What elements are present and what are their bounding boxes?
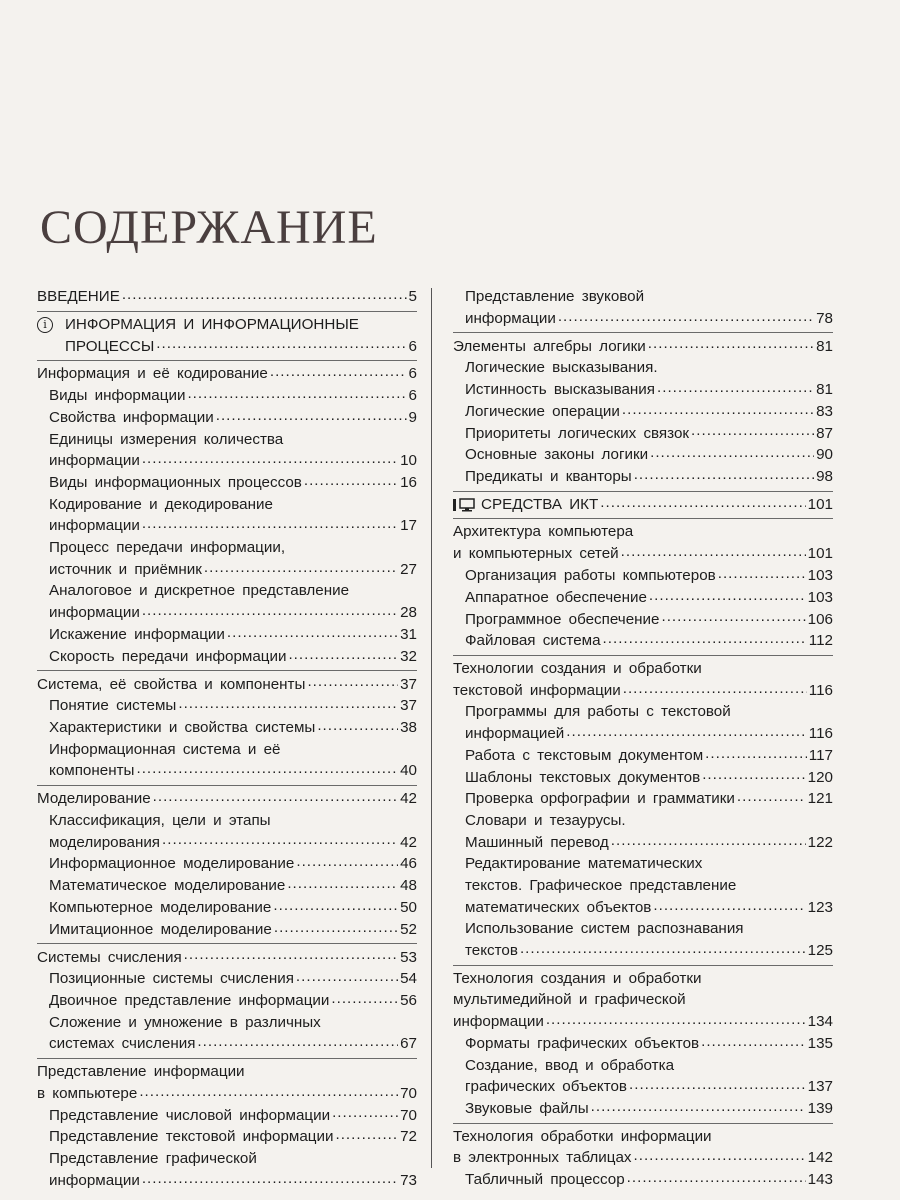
toc-page-number: 90 xyxy=(816,446,833,464)
toc-entry-title: ИНФОРМАЦИЯ И ИНФОРМАЦИОННЫЕ xyxy=(65,315,359,333)
toc-page-number: 78 xyxy=(816,309,833,327)
toc-entry-title: источник и приёмник xyxy=(49,560,202,578)
toc-leader-dots xyxy=(296,968,398,983)
toc-subentry xyxy=(37,990,417,1012)
toc-entry-title: информацией xyxy=(465,725,565,743)
toc-entry-title: Понятие системы xyxy=(49,697,177,715)
toc-entry-title: информации xyxy=(465,309,556,327)
toc-subentry xyxy=(37,580,417,602)
toc-page-number: 134 xyxy=(807,1013,833,1031)
toc-entry xyxy=(37,1083,417,1105)
toc-entry-title: Предикаты и кванторы xyxy=(465,468,632,486)
toc-entry-title: Машинный перевод xyxy=(465,833,609,851)
toc-entry-title: Представление графической xyxy=(49,1150,257,1167)
toc-subentry xyxy=(37,717,417,739)
toc-subentry xyxy=(37,760,417,782)
toc-subentry xyxy=(453,701,833,723)
toc-leader-dots xyxy=(142,515,398,530)
toc-entry-title: Использование систем распознавания xyxy=(465,920,744,938)
toc-entry-title: Элементы алгебры логики xyxy=(453,337,646,355)
toc-leader-dots xyxy=(611,832,806,847)
toc-entry xyxy=(37,673,417,695)
toc-subentry xyxy=(453,308,833,330)
toc-leader-dots xyxy=(156,335,406,350)
toc-leader-dots xyxy=(657,379,814,394)
toc-page-number: 142 xyxy=(807,1149,833,1167)
toc-entry-title: информации xyxy=(49,517,140,535)
toc-entry-title: Классификация, цели и этапы xyxy=(49,811,271,829)
toc-subentry xyxy=(453,1033,833,1055)
toc-leader-dots xyxy=(184,946,398,961)
toc-page-number: 5 xyxy=(408,288,417,306)
toc-entry-title: Представление информации xyxy=(37,1063,245,1081)
toc-subentry xyxy=(453,1076,833,1098)
toc-subentry xyxy=(453,587,833,609)
toc-subentry xyxy=(453,832,833,854)
toc-page-number: 42 xyxy=(400,833,417,851)
toc-entry xyxy=(453,658,833,680)
toc-subentry xyxy=(37,429,417,451)
toc-subentry xyxy=(453,766,833,788)
toc-page-number: 50 xyxy=(400,898,417,916)
toc-leader-dots xyxy=(142,602,398,617)
toc-page-number: 46 xyxy=(400,855,417,873)
toc-entry-title: Представление числовой информации xyxy=(49,1106,331,1124)
toc-page-number: 117 xyxy=(808,746,833,764)
toc-entry xyxy=(453,1011,833,1033)
toc-subentry xyxy=(453,401,833,423)
toc-entry-title: Программы для работы с текстовой xyxy=(465,703,731,721)
toc-leader-dots xyxy=(304,472,398,487)
toc-page-number: 103 xyxy=(807,588,833,606)
toc-group xyxy=(37,311,417,357)
toc-leader-dots xyxy=(153,788,398,803)
toc-leader-dots xyxy=(142,1170,398,1185)
toc-entry-title: Звуковые файлы xyxy=(465,1100,589,1118)
toc-subentry xyxy=(37,919,417,941)
toc-entry-title: в компьютере xyxy=(37,1084,138,1102)
toc-entry xyxy=(37,788,417,810)
toc-entry-title: Двоичное представление информации xyxy=(49,992,330,1010)
toc-entry-title: Шаблоны текстовых документов xyxy=(465,768,701,786)
toc-entry-title: Позиционные системы счисления xyxy=(49,970,294,988)
toc-entry-title: Информационное моделирование xyxy=(49,855,295,873)
toc-entry-title: Моделирование xyxy=(37,790,151,808)
toc-entry-title: Программное обеспечение xyxy=(465,610,660,628)
toc-leader-dots xyxy=(566,723,807,738)
toc-leader-dots xyxy=(178,695,398,710)
toc-subentry xyxy=(37,1148,417,1170)
toc-page-number: 48 xyxy=(400,877,417,895)
toc-page-number: 116 xyxy=(808,681,833,699)
toc-entry-title: Архитектура компьютера xyxy=(453,523,634,541)
toc-leader-dots xyxy=(600,494,805,509)
toc-subentry xyxy=(37,624,417,646)
toc-group xyxy=(37,785,417,940)
toc-page-number: 72 xyxy=(400,1128,417,1146)
toc-page-number: 137 xyxy=(807,1078,833,1096)
toc-group xyxy=(453,332,833,487)
toc-entry-title: Информационная система и её xyxy=(49,740,281,758)
toc-leader-dots xyxy=(142,450,398,465)
toc-group xyxy=(37,360,417,667)
toc-subentry xyxy=(37,739,417,761)
toc-page-number: 54 xyxy=(400,970,417,988)
toc-entry-title: Виды информации xyxy=(49,387,186,405)
toc-group xyxy=(453,965,833,1120)
toc-entry-title: Представление звуковой xyxy=(465,288,645,305)
toc-subentry xyxy=(453,286,833,308)
toc-page-number: 6 xyxy=(408,387,417,405)
toc-subentry xyxy=(453,379,833,401)
toc-entry-title: Математическое моделирование xyxy=(49,877,286,895)
toc-page-number: 32 xyxy=(400,647,417,665)
toc-page-number: 116 xyxy=(808,725,833,743)
toc-page-number: 120 xyxy=(807,768,833,786)
toc-entry-title: Аппаратное обеспечение xyxy=(465,588,647,606)
toc-page-number: 101 xyxy=(807,545,833,563)
toc-subentry xyxy=(37,875,417,897)
toc-leader-dots xyxy=(603,630,807,645)
toc-subentry xyxy=(453,1055,833,1077)
toc-leader-dots xyxy=(332,1104,398,1119)
toc-leader-dots xyxy=(629,1076,806,1091)
toc-leader-dots xyxy=(621,543,806,558)
toc-entry-title: Сложение и умножение в различных xyxy=(49,1013,321,1031)
toc-leader-dots xyxy=(520,940,806,955)
toc-right-column xyxy=(453,284,833,1191)
toc-subentry xyxy=(37,695,417,717)
toc-page-number: 81 xyxy=(816,380,833,398)
toc-entry-title: информации xyxy=(49,1171,140,1189)
toc-leader-dots xyxy=(634,1147,806,1162)
page-title: СОДЕРЖАНИЕ xyxy=(40,201,378,254)
toc-group xyxy=(453,491,833,516)
toc-leader-dots xyxy=(136,760,398,775)
toc-entry-title: Работа с текстовым документом xyxy=(465,746,704,764)
toc-entry xyxy=(453,989,833,1011)
toc-leader-dots xyxy=(227,624,398,639)
toc-entry-title: Технологии создания и обработки xyxy=(453,659,702,677)
toc-group xyxy=(453,1123,833,1191)
toc-page-number: 17 xyxy=(400,517,417,535)
toc-entry-title: Кодирование и декодирование xyxy=(49,495,273,513)
toc-leader-dots xyxy=(204,559,398,574)
toc-leader-dots xyxy=(737,788,806,803)
toc-entry-title: системах счисления xyxy=(49,1035,196,1053)
toc-page-number: 125 xyxy=(807,942,833,960)
toc-entry-title: Проверка орфографии и грамматики xyxy=(465,790,735,808)
toc-entry-title: Технология обработки информации xyxy=(453,1127,712,1145)
toc-subentry xyxy=(453,810,833,832)
toc-page-number: 101 xyxy=(807,495,833,513)
toc-entry-title: СРЕДСТВА ИКТ xyxy=(481,495,599,513)
toc-subentry xyxy=(37,897,417,919)
toc-subentry xyxy=(453,630,833,652)
toc-leader-dots xyxy=(650,444,814,459)
toc-leader-dots xyxy=(649,587,806,602)
toc-subentry xyxy=(453,608,833,630)
toc-entry-title: Редактирование математических xyxy=(465,855,703,873)
toc-page-number: 135 xyxy=(807,1034,833,1052)
toc-entry-title: Технология создания и обработки xyxy=(453,969,702,987)
toc-leader-dots xyxy=(270,363,407,378)
toc-entry-title: Истинность высказывания xyxy=(465,380,656,398)
toc-leader-dots xyxy=(331,990,398,1005)
toc-subentry xyxy=(37,515,417,537)
toc-group xyxy=(37,1058,417,1191)
toc-entry xyxy=(453,968,833,990)
toc-leader-dots xyxy=(691,422,814,437)
toc-page-number: 6 xyxy=(408,365,417,383)
toc-leader-dots xyxy=(648,335,814,350)
toc-subentry xyxy=(37,450,417,472)
toc-page-number: 81 xyxy=(816,337,833,355)
toc-leader-dots xyxy=(122,286,407,301)
toc-entry-title: Логические операции xyxy=(465,402,620,420)
toc-leader-dots xyxy=(591,1098,806,1113)
toc-leader-dots xyxy=(546,1011,806,1026)
toc-entry-title: Компьютерное моделирование xyxy=(49,898,272,916)
toc-leader-dots xyxy=(197,1033,398,1048)
toc-page-number: 139 xyxy=(807,1100,833,1118)
toc-entry-title: в электронных таблицах xyxy=(453,1149,632,1167)
toc-page-number: 53 xyxy=(400,948,417,966)
toc-subentry xyxy=(453,853,833,875)
toc-entry xyxy=(37,946,417,968)
toc-subentry xyxy=(37,968,417,990)
toc-subentry xyxy=(37,810,417,832)
toc-entry-title: Представление текстовой информации xyxy=(49,1128,334,1146)
toc-entry xyxy=(453,543,833,565)
toc-subentry xyxy=(37,1126,417,1148)
toc-entry-title: Приоритеты логических связок xyxy=(465,424,690,442)
toc-leader-dots xyxy=(187,385,406,400)
toc-subentry xyxy=(453,875,833,897)
toc-leader-dots xyxy=(702,766,805,781)
toc-entry-title: Скорость передачи информации xyxy=(49,647,287,665)
toc-subentry xyxy=(453,788,833,810)
toc-entry-title: Организация работы компьютеров xyxy=(465,567,716,584)
toc-page-number: 56 xyxy=(400,992,417,1010)
toc-leader-dots xyxy=(701,1033,806,1048)
toc-entry-title: и компьютерных сетей xyxy=(453,545,619,563)
toc-entry-title: Свойства информации xyxy=(49,408,214,426)
toc-entry-title: графических объектов xyxy=(465,1078,628,1096)
toc-group xyxy=(37,670,417,782)
toc-leader-dots xyxy=(661,608,805,623)
toc-entry-title: Система, её свойства и компоненты xyxy=(37,675,306,693)
toc-entry-title: Характеристики и свойства системы xyxy=(49,719,316,737)
toc-entry xyxy=(453,680,833,702)
toc-page-number: 83 xyxy=(816,402,833,420)
toc-subentry xyxy=(453,918,833,940)
toc-leader-dots xyxy=(317,717,398,732)
toc-page-number: 28 xyxy=(400,604,417,622)
toc-page-number: 6 xyxy=(408,337,417,355)
toc-subentry xyxy=(37,472,417,494)
toc-leader-dots xyxy=(288,646,398,661)
toc-entry-title: информации xyxy=(49,604,140,622)
toc-page-number: 52 xyxy=(400,920,417,938)
toc-subentry xyxy=(37,537,417,559)
toc-subentry xyxy=(37,385,417,407)
toc-page-number: 42 xyxy=(400,790,417,808)
info-circle-icon: i xyxy=(37,317,53,333)
toc-entry-title: информации xyxy=(453,1013,544,1031)
toc-leader-dots xyxy=(653,897,805,912)
toc-leader-dots xyxy=(216,407,407,422)
toc-group xyxy=(37,943,417,1055)
toc-page-number: 73 xyxy=(400,1171,417,1189)
toc-page-number: 143 xyxy=(807,1171,833,1189)
toc-entry-title: Системы счисления xyxy=(37,948,182,966)
toc-leader-dots xyxy=(718,565,806,580)
toc-page-number: 70 xyxy=(400,1084,417,1102)
toc-subentry xyxy=(37,602,417,624)
toc-entry-title: Табличный процессор xyxy=(465,1171,625,1189)
toc-page-number: 16 xyxy=(400,474,417,492)
toc-leader-dots xyxy=(273,897,398,912)
toc-subentry xyxy=(453,745,833,767)
toc-subentry xyxy=(37,646,417,668)
toc-group xyxy=(453,284,833,329)
toc-entry-title: Основные законы логики xyxy=(465,446,649,464)
toc-entry-title: информации xyxy=(49,452,140,470)
toc-page-number: 122 xyxy=(807,833,833,851)
toc-entry-title: Виды информационных процессов xyxy=(49,474,302,492)
computer-monitor-icon xyxy=(453,498,477,512)
toc-entry-title: Процесс передачи информации, xyxy=(49,539,286,557)
toc-entry xyxy=(453,1126,833,1148)
toc-section-heading xyxy=(453,494,833,516)
toc-group xyxy=(453,518,833,652)
toc-entry xyxy=(453,521,833,543)
toc-entry-title: Информация и её кодирование xyxy=(37,365,268,383)
toc-page-number: 87 xyxy=(816,424,833,442)
toc-subentry xyxy=(37,407,417,429)
toc-group xyxy=(453,655,833,962)
toc-entry xyxy=(453,335,833,357)
toc-entry-title: Единицы измерения количества xyxy=(49,430,284,448)
toc-subentry xyxy=(453,897,833,919)
toc-subentry xyxy=(453,357,833,379)
toc-entry-title: компоненты xyxy=(49,762,135,780)
toc-entry-title: Форматы графических объектов xyxy=(465,1034,700,1052)
toc-entry-title: текстов. Графическое представление xyxy=(465,877,737,894)
toc-leader-dots xyxy=(705,745,807,760)
toc-entry xyxy=(453,1147,833,1169)
toc-leader-dots xyxy=(162,831,398,846)
toc-page-number: 67 xyxy=(400,1035,417,1053)
toc-entry xyxy=(37,286,417,308)
toc-leader-dots xyxy=(296,853,398,868)
toc-page-number: 31 xyxy=(400,625,417,643)
toc-group xyxy=(37,284,417,308)
toc-entry-title: текстов xyxy=(465,942,518,960)
toc-subentry xyxy=(453,940,833,962)
toc-page-number: 38 xyxy=(400,719,417,737)
toc-leader-dots xyxy=(623,680,807,695)
toc-page-number: 106 xyxy=(807,610,833,628)
toc-entry-title: мультимедийной и графической xyxy=(453,991,686,1009)
toc-leader-dots xyxy=(558,308,814,323)
toc-entry xyxy=(37,1061,417,1083)
toc-subentry xyxy=(37,1104,417,1126)
toc-subentry xyxy=(453,565,833,587)
toc-entry-title: Создание, ввод и обработка xyxy=(465,1056,675,1074)
toc-subentry xyxy=(37,853,417,875)
toc-subentry xyxy=(453,422,833,444)
toc-subentry xyxy=(37,559,417,581)
toc-subentry xyxy=(37,494,417,516)
toc-page-number: 70 xyxy=(400,1106,417,1124)
toc-entry xyxy=(37,363,417,385)
toc-subentry xyxy=(37,1012,417,1034)
toc-subentry xyxy=(37,1170,417,1192)
toc-page-number: 27 xyxy=(400,560,417,578)
toc-entry-title: Искажение информации xyxy=(49,625,225,643)
toc-page-number: 9 xyxy=(408,408,417,426)
toc-page-number: 37 xyxy=(400,675,417,693)
toc-page-number: 10 xyxy=(400,452,417,470)
toc-entry-title: ВВЕДЕНИЕ xyxy=(37,288,120,306)
toc-subentry xyxy=(453,1098,833,1120)
toc-page-number: 103 xyxy=(807,567,833,584)
toc-leader-dots xyxy=(139,1083,398,1098)
toc-section-heading xyxy=(37,314,417,336)
toc-leader-dots xyxy=(622,401,814,416)
toc-subentry xyxy=(453,1169,833,1191)
toc-entry-title: моделирования xyxy=(49,833,161,851)
toc-page-number: 37 xyxy=(400,697,417,715)
toc-subentry xyxy=(37,1033,417,1055)
toc-left-column xyxy=(37,284,417,1191)
toc-leader-dots xyxy=(634,466,814,481)
toc-entry-title: Аналоговое и дискретное представление xyxy=(49,582,350,600)
toc-entry-title: Словари и тезаурусы. xyxy=(465,812,626,830)
toc-subentry xyxy=(453,444,833,466)
toc-entry-title: Логические высказывания. xyxy=(465,359,658,377)
toc-entry-title: ПРОЦЕССЫ xyxy=(65,337,155,355)
toc-entry-title: математических объектов xyxy=(465,898,652,916)
toc-subentry xyxy=(37,831,417,853)
toc-leader-dots xyxy=(287,875,398,890)
toc-entry-title: Файловая система xyxy=(465,632,601,650)
toc-subentry xyxy=(453,723,833,745)
toc-leader-dots xyxy=(274,919,398,934)
toc-page-number: 123 xyxy=(807,898,833,916)
toc-section-heading xyxy=(37,335,417,357)
column-divider xyxy=(431,288,432,1168)
toc-leader-dots xyxy=(627,1169,806,1184)
toc-subentry xyxy=(453,466,833,488)
toc-leader-dots xyxy=(335,1126,398,1141)
toc-entry-title: Имитационное моделирование xyxy=(49,920,272,938)
toc-page-number: 98 xyxy=(816,468,833,486)
toc-entry-title: текстовой информации xyxy=(453,681,621,699)
toc-page-number: 112 xyxy=(808,632,833,650)
toc-leader-dots xyxy=(307,673,398,688)
toc-page-number: 121 xyxy=(807,790,833,808)
toc-page-number: 40 xyxy=(400,762,417,780)
